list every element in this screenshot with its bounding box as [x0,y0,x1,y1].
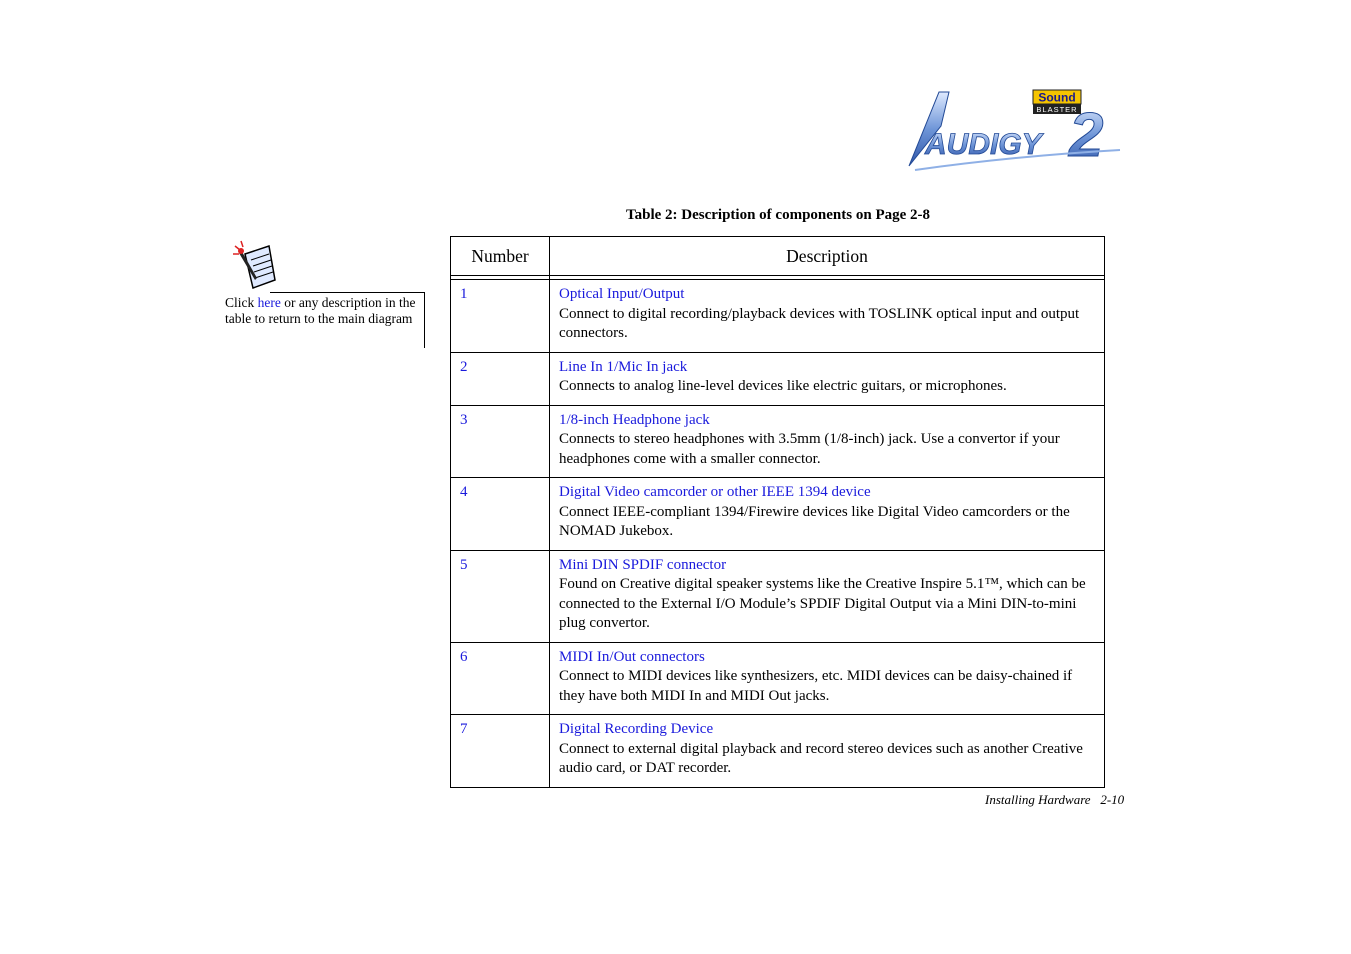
row-number-link[interactable]: 5 [460,556,468,573]
table-row[interactable] [451,352,1105,405]
note-suffix: or any description in the table to return to the main diagram [225,295,416,326]
row-description-cell [550,550,1105,642]
audigy2-logo [905,86,1130,176]
row-description-text: Connects to stereo headphones with 3.5mm (1/8-inch) jack. Use a convertor if your headphones come with a smaller connector. [559,431,1060,467]
row-title-link[interactable]: MIDI In/Out connectors [559,648,705,665]
footer-page-number: 2-10 [1100,792,1125,807]
row-description-cell [550,642,1105,715]
row-number-cell [451,352,550,405]
row-description-text: Connects to analog line-level devices like electric guitars, or microphones. [559,378,1007,394]
row-description-text: Connect IEEE-compliant 1394/Firewire devices like Digital Video camcorders or the NOMAD Jukebox. [559,503,1070,539]
row-number-cell [451,405,550,478]
row-description-cell [550,280,1105,353]
header-number: Number [451,237,550,276]
components-table [450,236,1105,788]
row-number-link[interactable]: 3 [460,411,468,428]
logo-numeral: 2 [1069,101,1104,170]
row-number-cell [451,478,550,551]
row-description-text: Connect to MIDI devices like synthesizers, etc. MIDI devices can be daisy-chained if they have both MIDI In and MIDI Out jacks. [559,668,1073,704]
table-row[interactable] [451,642,1105,715]
row-number-cell [451,715,550,788]
header-description: Description [550,237,1105,276]
table-row[interactable] [451,280,1105,353]
row-number-link[interactable]: 4 [460,484,468,500]
row-number-link[interactable]: 1 [460,286,468,302]
table-row[interactable] [451,550,1105,642]
row-number-link[interactable]: 6 [460,648,468,665]
row-title-link[interactable]: Mini DIN SPDIF connector [559,556,727,573]
logo-badge-top: Sound [1038,90,1076,105]
note-here-link[interactable]: here [257,295,281,310]
note-pad-icon [231,240,277,290]
table-row[interactable] [451,405,1105,478]
logo-wordmark: AUDIGY [925,128,1042,161]
row-title-link[interactable]: Digital Recording Device [559,721,714,737]
row-description-text: Found on Creative digital speaker systems like the Creative Inspire 5.1™, which can be connected to the External I/O Module’s SPDIF Digital Output via a Mini DIN-to-mini plug convertor. [559,576,1086,631]
table-row[interactable] [451,715,1105,788]
row-description-cell [550,405,1105,478]
note-prefix: Click [225,295,258,310]
row-description-cell [550,478,1105,551]
row-title-link[interactable]: Digital Video camcorder or other IEEE 1394 device [559,484,871,500]
row-description-cell [550,352,1105,405]
table-caption: Table 2: Description of components on Page 2-8 [625,207,931,223]
row-number-link[interactable]: 7 [460,721,468,737]
row-title-link[interactable]: Line In 1/Mic In jack [559,358,688,375]
row-description-text: Connect to external digital playback and record stereo devices such as another Creative audio card, or DAT recorder. [559,740,1083,776]
row-number-cell [451,280,550,353]
row-title-link[interactable]: Optical Input/Output [559,286,685,302]
table-row[interactable] [451,478,1105,551]
page-footer [985,792,1124,808]
row-description-text: Connect to digital recording/playback devices with TOSLINK optical input and output connectors. [559,305,1080,341]
row-number-link[interactable]: 2 [460,358,468,375]
footer-section: Installing Hardware [985,792,1091,807]
row-number-cell [451,550,550,642]
row-description-cell [550,715,1105,788]
logo-badge-bottom: BLASTER [1036,105,1078,114]
row-title-link[interactable]: 1/8-inch Headphone jack [559,411,710,428]
table-body [451,276,1105,788]
row-number-cell [451,642,550,715]
note-text [225,295,417,327]
